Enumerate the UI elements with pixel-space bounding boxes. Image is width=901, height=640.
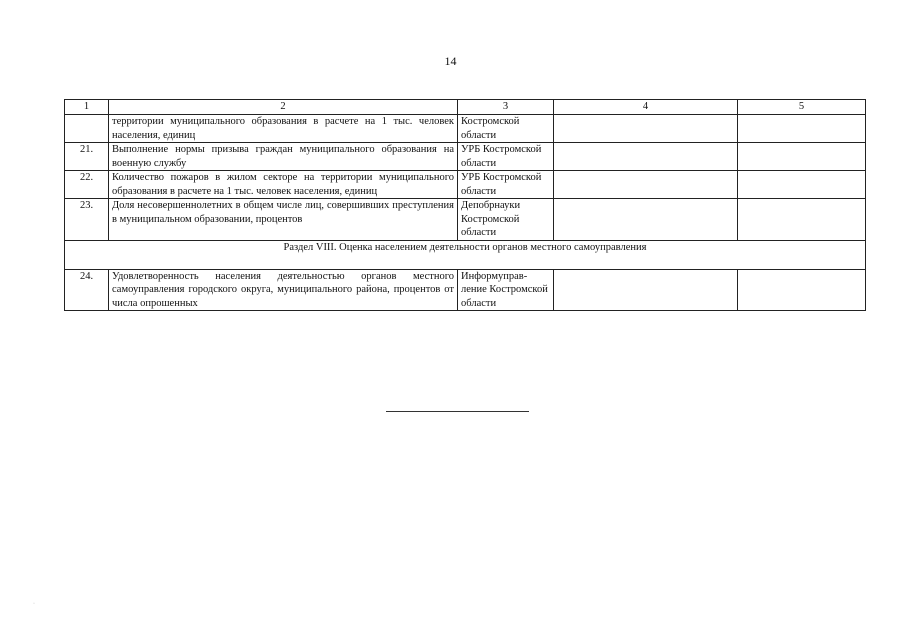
indicators-table: [64, 99, 866, 311]
header-col-3: 3: [458, 100, 554, 115]
source-text: УРБ Костромской области: [458, 143, 554, 171]
scan-speck: ·: [33, 601, 35, 607]
closing-rule-line: [386, 411, 529, 412]
row-number: 24.: [65, 269, 109, 311]
row-number: [65, 115, 109, 143]
table-row: [65, 171, 866, 199]
value-cell-5: [738, 171, 866, 199]
indicator-text: территории муниципального образования в расчете на 1 тыс. человек населения, единиц: [109, 115, 458, 143]
indicator-text: Количество пожаров в жилом секторе на территории муниципального образования в расчете на 1 тыс. человек населения, единиц: [109, 171, 458, 199]
value-cell-5: [738, 143, 866, 171]
indicator-text: Выполнение нормы призыва граждан муниципального образования на военную службу: [109, 143, 458, 171]
source-text: УРБ Костромской области: [458, 171, 554, 199]
row-number: 22.: [65, 171, 109, 199]
row-number: 21.: [65, 143, 109, 171]
value-cell-4: [554, 115, 738, 143]
header-col-4: 4: [554, 100, 738, 115]
value-cell-4: [554, 269, 738, 311]
value-cell-4: [554, 143, 738, 171]
row-number: 23.: [65, 199, 109, 241]
value-cell-4: [554, 171, 738, 199]
indicator-text: Удовлетворенность населения деятельностью органов местного самоуправления городского округа, муниципального района, процентов от числа опрошенных: [109, 269, 458, 311]
source-text: Информуправ-ление Костромской области: [458, 269, 554, 311]
section-title: Раздел VIII. Оценка населением деятельности органов местного самоуправления: [65, 240, 866, 269]
table-row: [65, 269, 866, 311]
source-text: Депобрнауки Костромской области: [458, 199, 554, 241]
source-text: Костромской области: [458, 115, 554, 143]
value-cell-4: [554, 199, 738, 241]
value-cell-5: [738, 199, 866, 241]
table-row: [65, 199, 866, 241]
page-number: 14: [444, 54, 457, 68]
header-col-5: 5: [738, 100, 866, 115]
header-col-2: 2: [109, 100, 458, 115]
indicator-text: Доля несовершеннолетних в общем числе лиц, совершивших преступления в муниципальном образовании, процентов: [109, 199, 458, 241]
value-cell-5: [738, 269, 866, 311]
table-header-row: [65, 100, 866, 115]
table-row: [65, 115, 866, 143]
value-cell-5: [738, 115, 866, 143]
header-col-1: 1: [65, 100, 109, 115]
table-row: [65, 143, 866, 171]
section-row: [65, 240, 866, 269]
